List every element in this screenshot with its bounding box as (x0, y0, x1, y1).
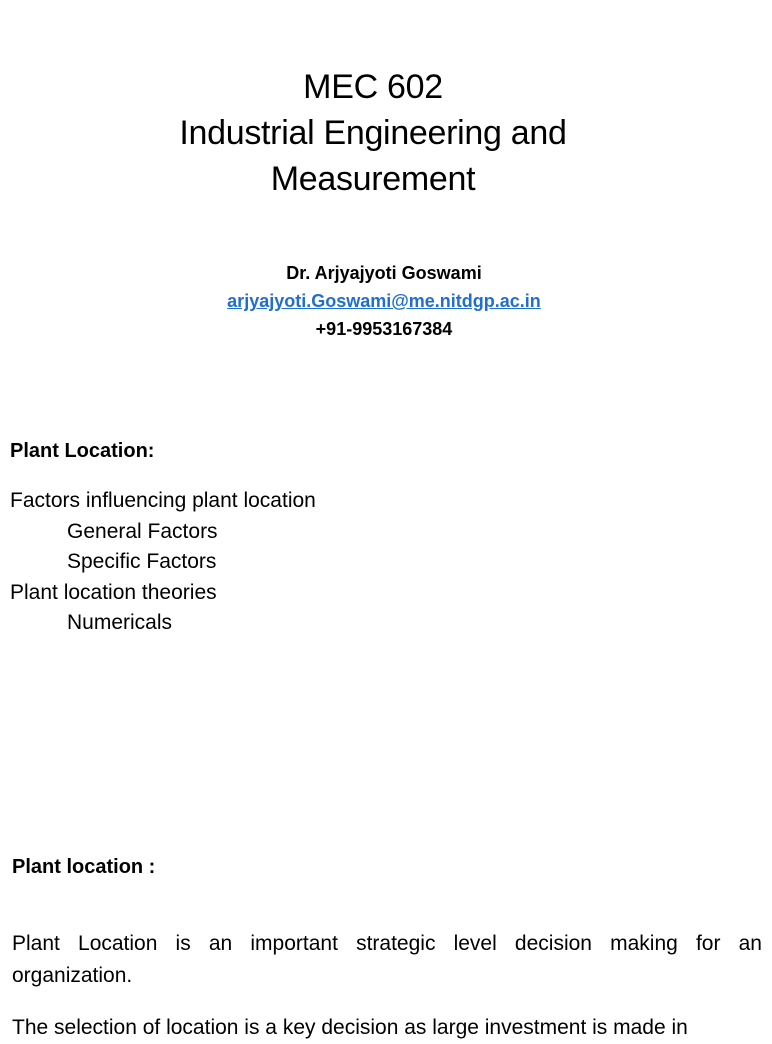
outline-slide (0, 400, 768, 840)
outline-heading: Plant Location: (10, 440, 155, 462)
title-line-course-name-2: Measurement (270, 160, 476, 198)
author-phone: +91-9953167384 (315, 319, 453, 339)
outline-item-theories: Plant location theories (10, 580, 217, 604)
outline-list (10, 486, 316, 639)
title-slide (0, 0, 768, 400)
author-info (0, 259, 768, 343)
outline-subitem-specific-factors: Specific Factors (67, 550, 217, 574)
author-name: Dr. Arjyajyoti Goswami (286, 263, 482, 283)
author-email-link[interactable]: arjyajyoti.Goswami@me.nitdgp.ac.in (227, 291, 541, 311)
definition-slide (0, 840, 768, 1039)
definition-paragraph: Plant Location is an important strategic level decision making for an organization. (12, 932, 762, 987)
title-line-course-name-1: Industrial Engineering and (179, 114, 567, 152)
outline-subitem-general-factors: General Factors (67, 519, 218, 543)
outline-item-factors: Factors influencing plant location (10, 489, 316, 512)
definition-heading: Plant location : (12, 856, 156, 878)
outline-subitem-numericals: Numericals (67, 611, 173, 635)
definition-paragraph-continued: The selection of location is a key decision as large investment is made in (12, 1016, 688, 1039)
title-line-course-code: MEC 602 (303, 68, 443, 106)
slide-title (0, 64, 746, 202)
